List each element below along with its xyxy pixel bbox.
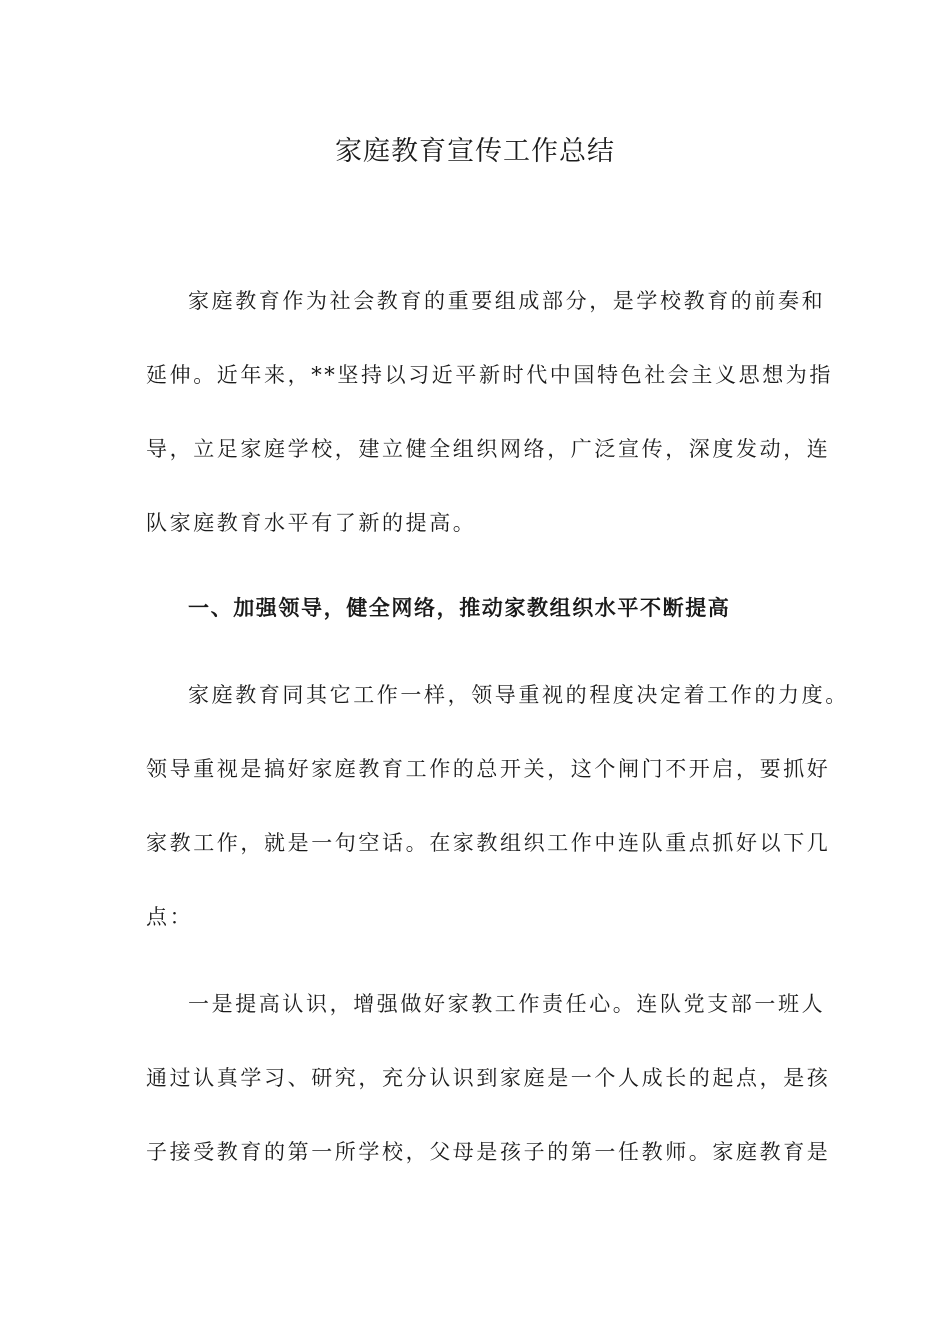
paragraph-3-line-3: 子接受教育的第一所学校，父母是孩子的第一任教师。家庭教育是	[146, 1140, 831, 1164]
paragraph-3-line-1: 一是提高认识，增强做好家教工作责任心。连队党支部一班人	[188, 992, 826, 1016]
paragraph-1-line-2: 延伸。近年来，**坚持以习近平新时代中国特色社会主义思想为指	[146, 363, 833, 387]
paragraph-2-line-2: 领导重视是搞好家庭教育工作的总开关，这个闸门不开启，要抓好	[146, 757, 831, 781]
paragraph-1-line-4: 队家庭教育水平有了新的提高。	[146, 511, 477, 535]
paragraph-1-line-1: 家庭教育作为社会教育的重要组成部分，是学校教育的前奏和	[188, 289, 826, 313]
document-title: 家庭教育宣传工作总结	[335, 136, 615, 167]
section-1-heading: 一、加强领导，健全网络，推动家教组织水平不断提高	[188, 596, 731, 620]
paragraph-2-line-4: 点：	[146, 905, 194, 929]
paragraph-2-line-1: 家庭教育同其它工作一样，领导重视的程度决定着工作的力度。	[188, 683, 849, 707]
paragraph-3-line-2: 通过认真学习、研究，充分认识到家庭是一个人成长的起点，是孩	[146, 1066, 831, 1090]
paragraph-1-line-3: 导，立足家庭学校，建立健全组织网络，广泛宣传，深度发动，连	[146, 437, 831, 461]
paragraph-2-line-3: 家教工作，就是一句空话。在家教组织工作中连队重点抓好以下几	[146, 831, 831, 855]
